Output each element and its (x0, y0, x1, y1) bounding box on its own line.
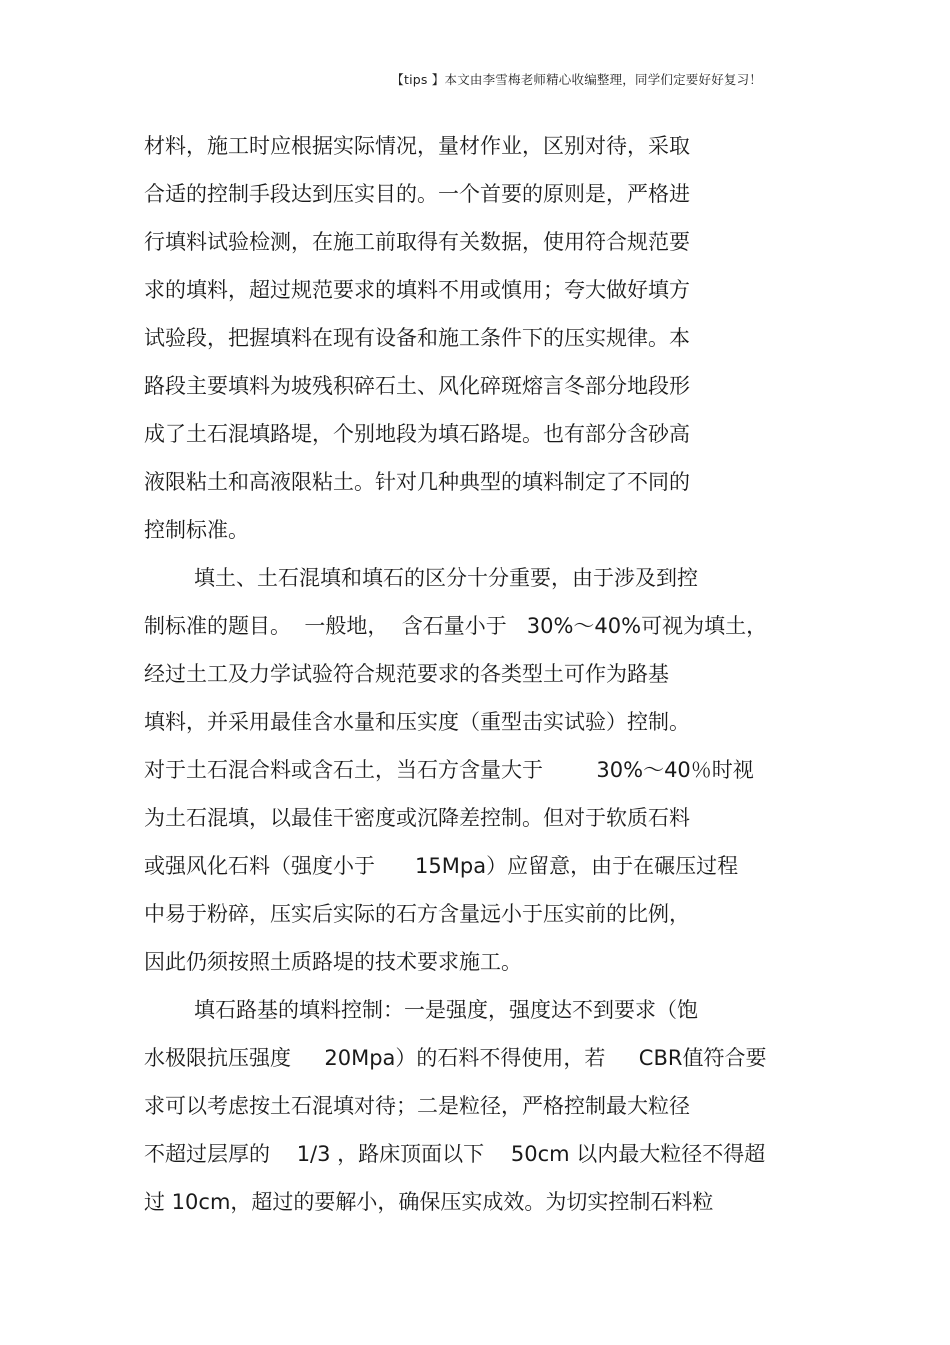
text-line: 路段主要填料为坡残积碎石土、风化碎斑熔言冬部分地段形 (144, 374, 690, 398)
text-line: 求的填料，超过规范要求的填料不用或慎用；夸大做好填方 (144, 278, 690, 302)
text-line: 过 10cm，超过的要解小，确保压实成效。为切实控制石料粒 (144, 1190, 714, 1214)
paragraph-first-line: 填石路基的填料控制：一是强度，强度达不到要求（饱 (194, 998, 698, 1022)
header-tip: 【tips 】本文由李雪梅老师精心收编整理，同学们定要好好复习！ (391, 72, 762, 87)
text-line: 求可以考虑按土石混填对待；二是粒径，严格控制最大粒径 (144, 1094, 690, 1118)
text-line: 行填料试验检测，在施工前取得有关数据，使用符合规范要 (144, 230, 690, 254)
text-line: 材料，施工时应根据实际情况，量材作业，区别对待，采取 (144, 134, 690, 158)
text-line: 对于土石混合料或含石土，当石方含量大于 30%～40％时视 (144, 758, 754, 782)
text-line: 试验段，把握填料在现有设备和施工条件下的压实规律。本 (144, 326, 690, 350)
text-line: 制标准的题目。 一般地， 含石量小于 30%～40%可视为填土， (144, 614, 768, 638)
text-line: 因此仍须按照土质路堤的技术要求施工。 (144, 950, 522, 974)
text-line: 合适的控制手段达到压实目的。一个首要的原则是，严格进 (144, 182, 690, 206)
text-line: 不超过层厚的 1/3 ，路床顶面以下 50cm 以内最大粒径不得超 (144, 1142, 766, 1166)
text-line: 经过土工及力学试验符合规范要求的各类型土可作为路基 (144, 662, 669, 686)
text-line: 控制标准。 (144, 518, 249, 542)
text-line: 成了土石混填路堤，个别地段为填石路堤。也有部分含砂高 (144, 422, 690, 446)
text-line: 水极限抗压强度 20Mpa）的石料不得使用，若 CBR值符合要 (144, 1046, 767, 1070)
text-line: 为土石混填，以最佳干密度或沉降差控制。但对于软质石料 (144, 806, 690, 830)
text-line: 中易于粉碎，压实后实际的石方含量远小于压实前的比例， (144, 902, 690, 926)
text-line: 或强风化石料（强度小于 15Mpa）应留意，由于在碾压过程 (144, 854, 739, 878)
text-line: 液限粘土和高液限粘土。针对几种典型的填料制定了不同的 (144, 470, 690, 494)
paragraph-first-line: 填土、土石混填和填石的区分十分重要，由于涉及到控 (194, 566, 698, 590)
text-line: 填料，并采用最佳含水量和压实度（重型击实试验）控制。 (144, 710, 690, 734)
